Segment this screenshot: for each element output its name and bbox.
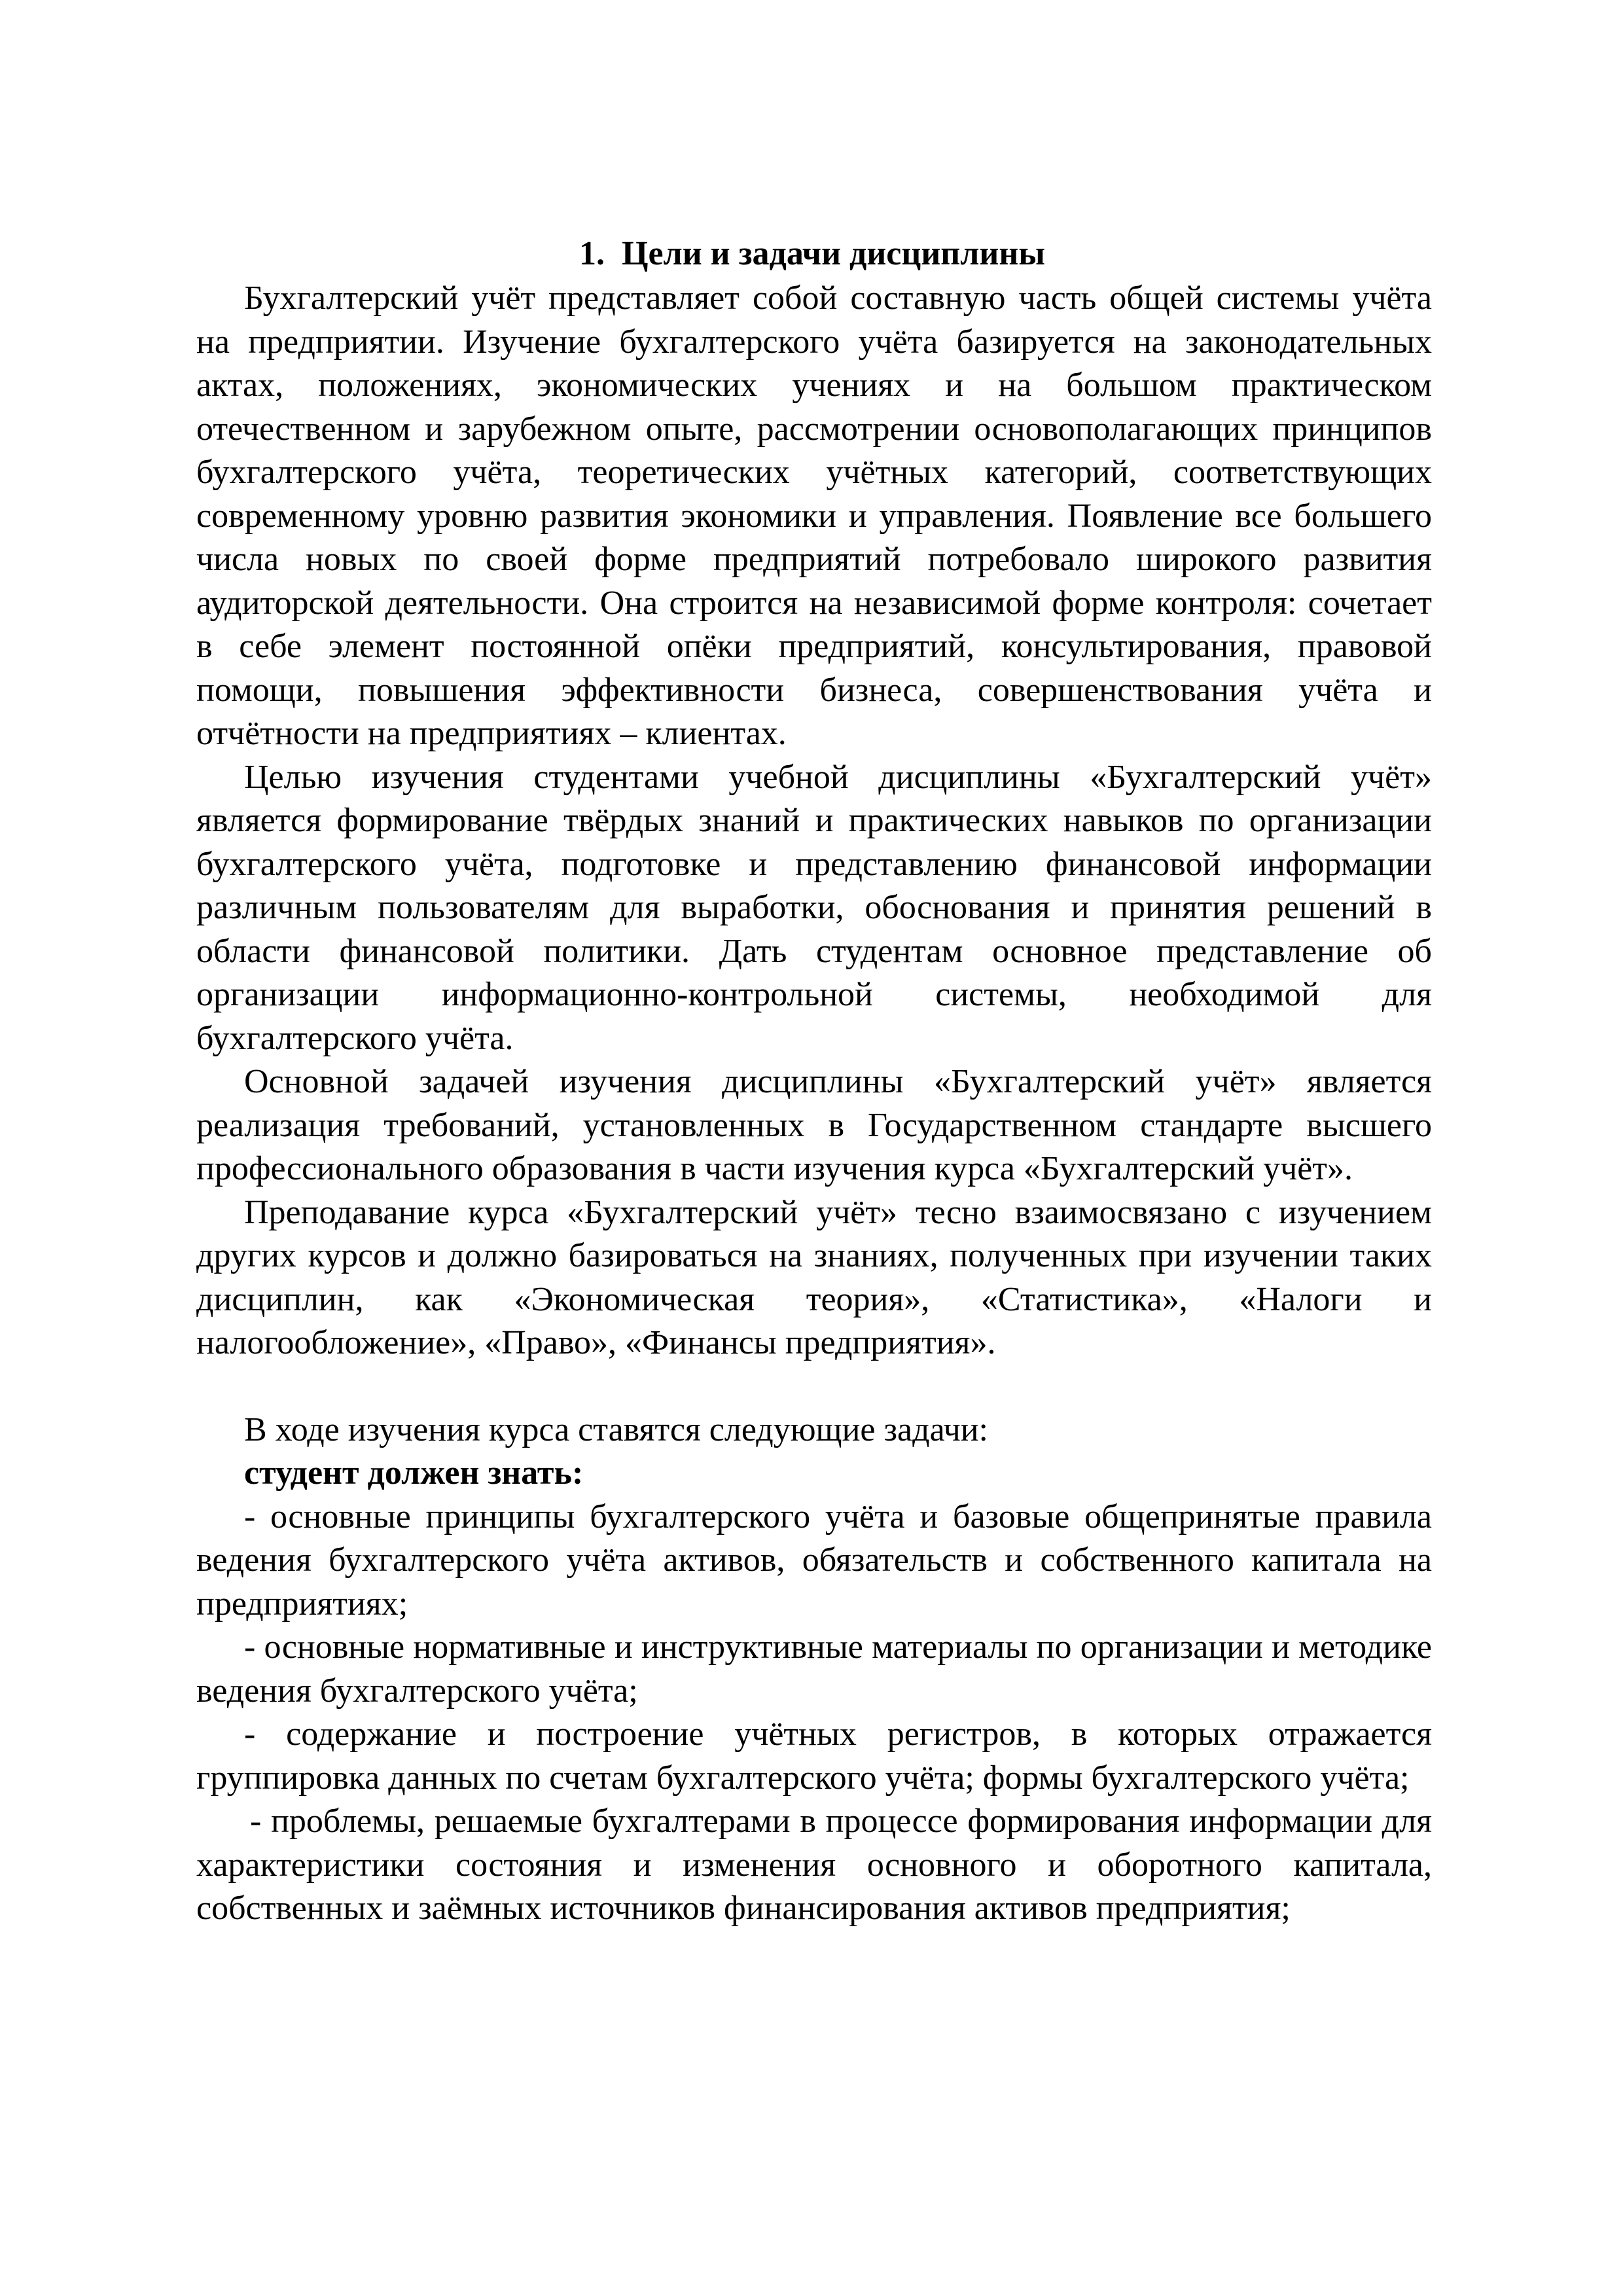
list-item-principles: - основные принципы бухгалтерского учёта и базовые общепринятые правила ведения бухгалтерского учёта активов, обязательств и собственного капитала на предприятиях;	[196, 1498, 1432, 1623]
list-item-registers: - содержание и построение учётных регистров, в которых отражается группировка данных по счетам бухгалтерского учёта; формы бухгалтерского учёта;	[196, 1715, 1432, 1797]
document-page	[196, 232, 1432, 1931]
paragraph-goal: Целью изучения студентами учебной дисциплины «Бухгалтерский учёт» является формирование твёрдых знаний и практических навыков по организации бухгалтерского учёта, подготовке и представлению финансовой информации различным пользователям для выработки, обоснования и принятия решений в области финансовой политики. Дать студентам основное представление об организации информационно-контрольной системы, необходимой для бухгалтерского учёта.	[196, 758, 1432, 1057]
paragraph-intro: Бухгалтерский учёт представляет собой составную часть общей системы учёта на предприятии. Изучение бухгалтерского учёта базируется на законодательных актах, положениях, экономических учениях и на большом практическом отечественном и зарубежном опыте, рассмотрении основополагающих принципов бухгалтерского учёта, теоретических учётных категорий, соответствующих современному уровню развития экономики и управления. Появление все большего числа новых по своей форме предприятий потребовало широкого развития аудиторской деятельности. Она строится на независимой форме контроля: сочетает в себе элемент постоянной опёки предприятий, консультирования, правовой помощи, повышения эффективности бизнеса, совершенствования учёта и отчётности на предприятиях – клиентах.	[196, 279, 1432, 752]
paragraph-related-courses: Преподавание курса «Бухгалтерский учёт» тесно взаимосвязано с изучением других курсов и должно базироваться на знаниях, полученных при изучении таких дисциплин, как «Экономическая теория», «Статистика», «Налоги и налогообложение», «Право», «Финансы предприятия».	[196, 1193, 1432, 1361]
student-must-know-label: студент должен знать:	[244, 1454, 584, 1492]
list-item-normative-materials: - основные нормативные и инструктивные материалы по организации и методике ведения бухгалтерского учёта;	[196, 1628, 1432, 1710]
section-number: 1.	[579, 235, 605, 272]
section-heading	[196, 232, 1432, 276]
section-title: Цели и задачи дисциплины	[622, 235, 1045, 272]
paragraph-main-task: Основной задачей изучения дисциплины «Бухгалтерский учёт» является реализация требований, установленных в Государственном стандарте высшего профессионального образования в части изучения курса «Бухгалтерский учёт».	[196, 1063, 1432, 1187]
list-item-problems: - проблемы, решаемые бухгалтерами в процессе формирования информации для характеристики состояния и изменения основного и оборотного капитала, собственных и заёмных источников финансирования активов предприятия;	[196, 1803, 1432, 1927]
paragraph-spacer	[196, 1365, 1432, 1408]
tasks-intro: В ходе изучения курса ставятся следующие задачи:	[244, 1410, 988, 1448]
